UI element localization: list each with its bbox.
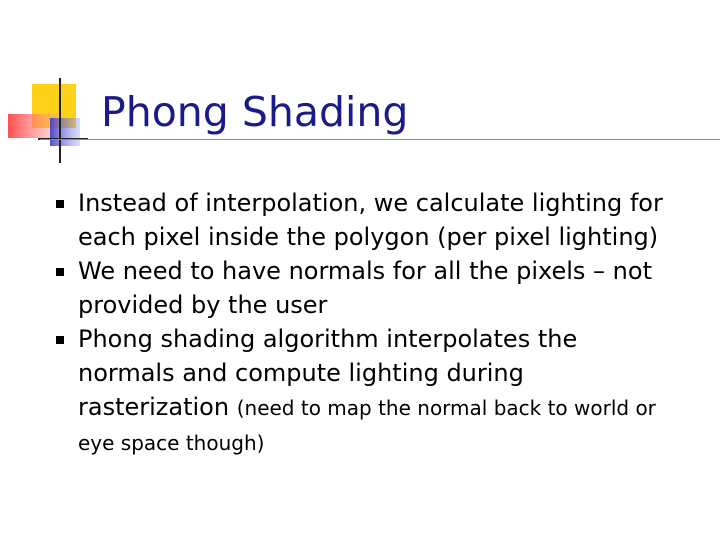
bullet-list: [48, 186, 668, 460]
decorative-logo-icon: [8, 78, 88, 163]
bullet-note: (need to map the normal back to world or eye space though): [78, 396, 656, 455]
bullet-text: Instead of interpolation, we calculate lighting for each pixel inside the polygon (per pixel lighting): [78, 189, 663, 251]
title-divider: [40, 139, 720, 140]
bullet-text: We need to have normals for all the pixels – not provided by the user: [78, 257, 652, 319]
bullet-item: [48, 186, 668, 254]
square-bullet-icon: [56, 200, 64, 208]
bullet-text: Phong shading algorithm interpolates the normals and compute lighting during rasterization: [78, 325, 578, 421]
bullet-item: [48, 322, 668, 460]
bullet-item: [48, 254, 668, 322]
square-bullet-icon: [56, 268, 64, 276]
square-bullet-icon: [56, 336, 64, 344]
slide-title: Phong Shading: [101, 88, 409, 136]
